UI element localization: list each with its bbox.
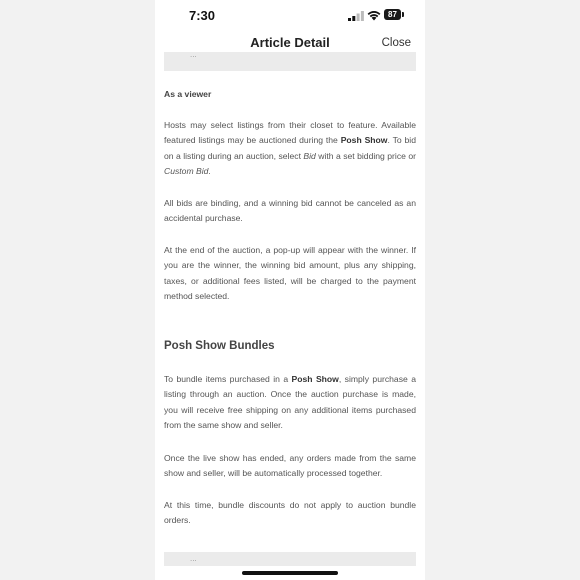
status-bar <box>155 0 425 32</box>
info-box-top <box>164 52 416 71</box>
page-title: Article Detail <box>250 35 330 50</box>
viewer-paragraph-2: All bids are binding, and a winning bid cannot be canceled as an accidental purchase. <box>164 198 416 224</box>
bundles-paragraph-2: Once the live show has ended, any orders made from the same show and seller, will be automatically processed together. <box>164 453 416 479</box>
bundles-paragraph-1: To bundle items purchased in a Posh Show, simply purchase a listing through an auction. Once the auction purchase is made, you will receive free shipping on any additional items purchased from the same show and seller. <box>164 374 416 431</box>
info-box-top-text: ... <box>190 50 197 59</box>
status-time: 7:30 <box>189 8 216 23</box>
bid-italic: Bid <box>303 150 316 161</box>
battery-level: 87 <box>388 10 397 19</box>
close-button[interactable]: Close <box>381 37 411 49</box>
bundles-heading: Posh Show Bundles <box>164 340 275 352</box>
viewer-paragraph-3: At the end of the auction, a pop-up will appear with the winner. If you are the winner, the winning bid amount, plus any shipping, taxes, or additional fees listed, will be charged to the payment method selected. <box>164 245 416 302</box>
custom-bid-italic: Custom Bid <box>164 166 209 177</box>
phone-screen <box>155 0 425 580</box>
home-indicator[interactable] <box>242 571 338 575</box>
battery-tip <box>402 12 404 17</box>
battery-icon <box>384 9 401 20</box>
info-box-bottom-text: ... <box>190 554 197 563</box>
bundles-paragraph-3: At this time, bundle discounts do not apply to auction bundle orders. <box>164 500 416 526</box>
viewer-heading: As a viewer <box>164 89 212 99</box>
wifi-icon <box>367 9 381 21</box>
article-content[interactable] <box>164 50 416 563</box>
signal-icon <box>348 11 364 21</box>
info-box-bottom <box>164 552 416 566</box>
viewer-paragraph-1: Hosts may select listings from their closet to feature. Available featured listings may be auctioned during the Posh Show. To bid on a listing during an auction, select Bid with a set bidding price or Custom Bid. <box>164 120 416 177</box>
posh-show-bold: Posh Show <box>340 135 388 146</box>
posh-show-bold-2: Posh Show <box>291 374 339 384</box>
